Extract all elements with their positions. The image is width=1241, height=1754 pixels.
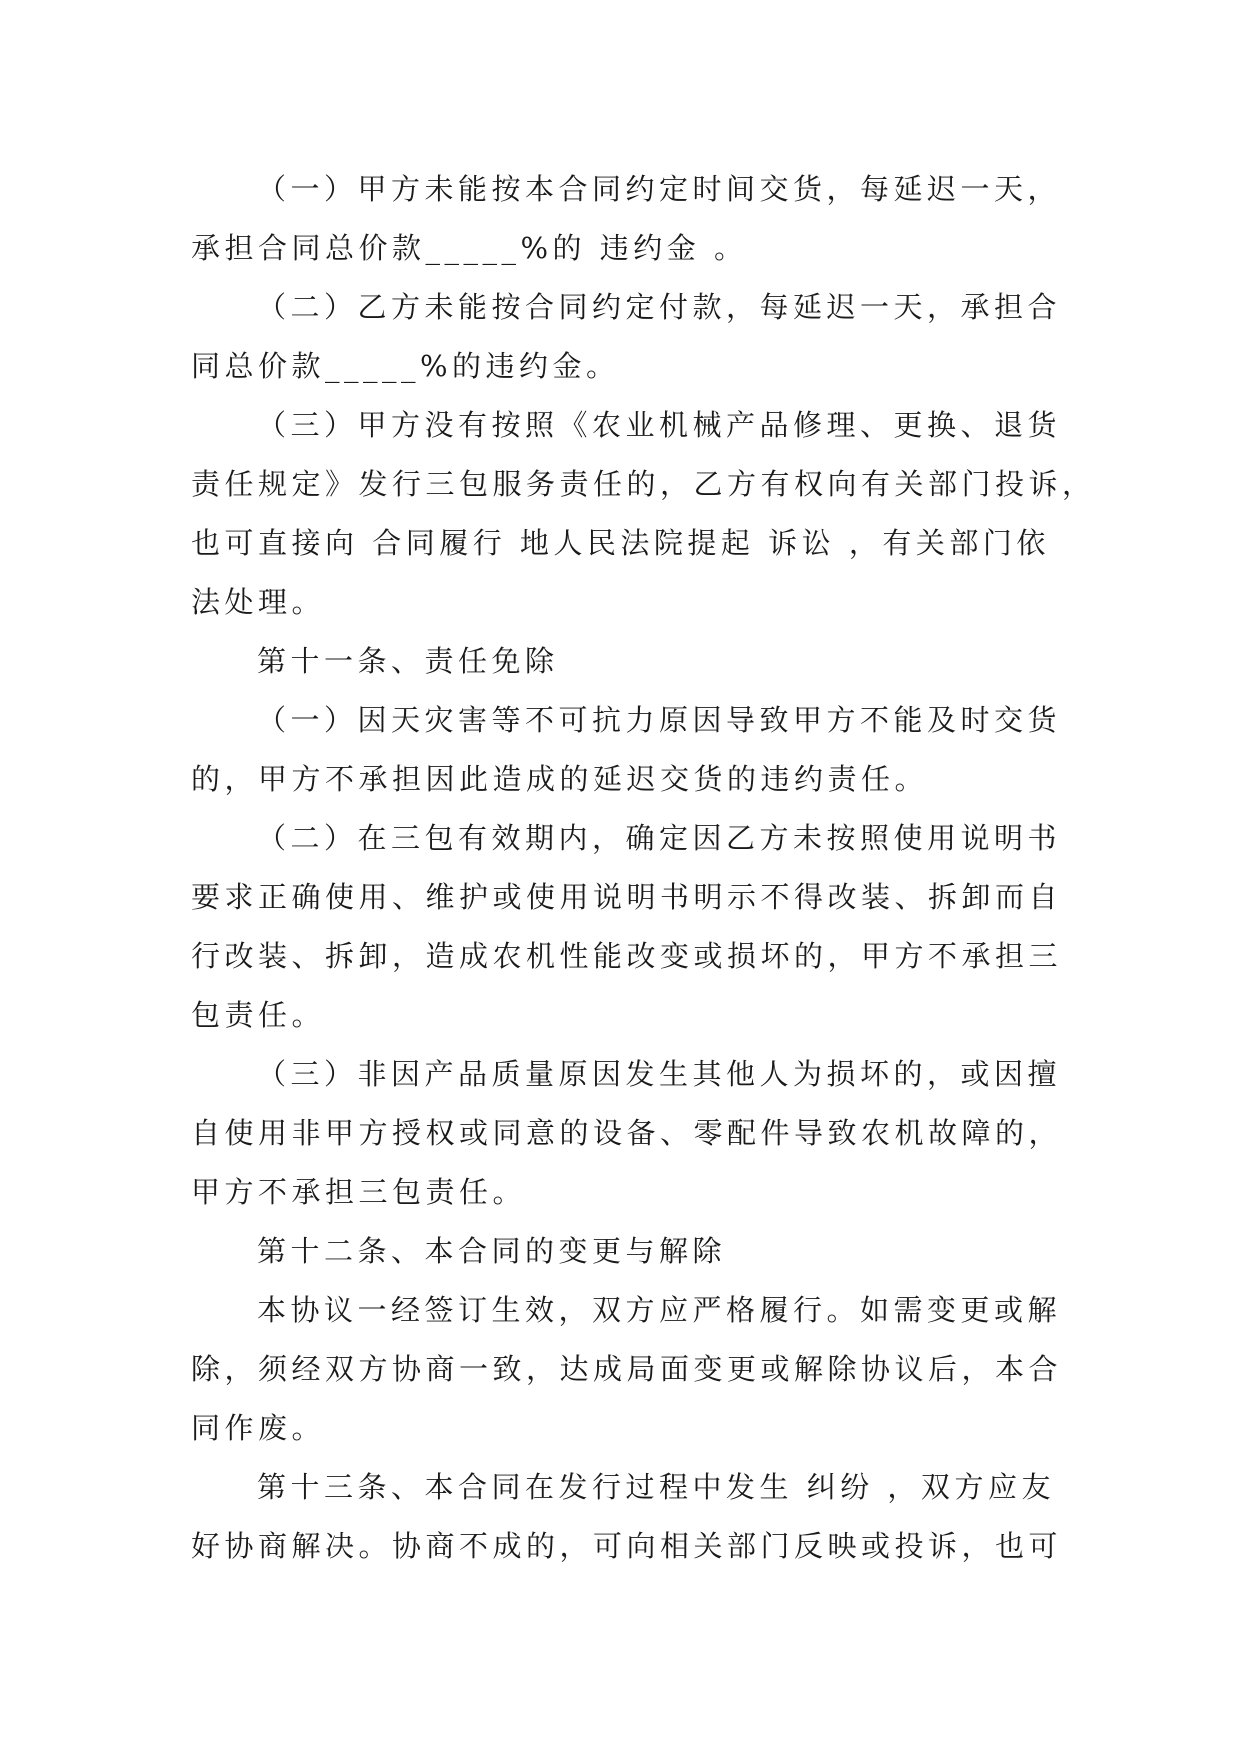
clause-10-item-3-line-4: 法处理。: [191, 585, 326, 619]
clause-10-item-2-line-2: 同总价款_____%的违约金。: [191, 349, 620, 383]
clause-10-item-1-line-1: （一）甲方未能按本合同约定时间交货，每延迟一天，: [257, 172, 1062, 206]
clause-11-item-1-line-1: （一）因天灾害等不可抗力原因导致甲方不能及时交货: [257, 703, 1062, 737]
clause-10-item-3-line-3: 也可直接向 合同履行 地人民法院提起 诉讼 ，有关部门依: [191, 526, 1050, 560]
contract-text: [191, 160, 1096, 1576]
clause-11-item-2-line-2: 要求正确使用、维护或使用说明书明示不得改装、拆卸而自: [191, 880, 1063, 914]
clause-11-heading: 第十一条、责任免除: [257, 644, 559, 678]
clause-10-item-3-line-1: （三）甲方没有按照《农业机械产品修理、更换、退货: [257, 408, 1062, 442]
clause-11-item-2-line-1: （二）在三包有效期内，确定因乙方未按照使用说明书: [257, 821, 1062, 855]
clause-11-item-2-line-3: 行改装、拆卸，造成农机性能改变或损坏的，甲方不承担三: [191, 939, 1063, 973]
clause-11-item-3-line-3: 甲方不承担三包责任。: [191, 1175, 527, 1209]
clause-10-item-2-line-1: （二）乙方未能按合同约定付款，每延迟一天，承担合: [257, 290, 1062, 324]
clause-11-item-2-line-4: 包责任。: [191, 998, 326, 1032]
clause-10-item-1-line-2: 承担合同总价款_____%的 违约金 。: [191, 231, 748, 265]
clause-12-heading: 第十二条、本合同的变更与解除: [257, 1234, 727, 1268]
clause-13-line-1: 第十三条、本合同在发行过程中发生 纠纷 ，双方应友: [257, 1470, 1055, 1504]
clause-11-item-3-line-1: （三）非因产品质量原因发生其他人为损坏的，或因擅: [257, 1057, 1062, 1091]
clause-13-line-2: 好协商解决。协商不成的，可向相关部门反映或投诉，也可: [191, 1529, 1063, 1563]
clause-12-body-line-1: 本协议一经签订生效，双方应严格履行。如需变更或解: [257, 1293, 1062, 1327]
clause-10-item-3-line-2: 责任规定》发行三包服务责任的，乙方有权向有关部门投诉，: [191, 467, 1096, 501]
clause-12-body-line-3: 同作废。: [191, 1411, 326, 1445]
clause-11-item-3-line-2: 自使用非甲方授权或同意的设备、零配件导致农机故障的，: [191, 1116, 1063, 1150]
clause-12-body-line-2: 除，须经双方协商一致，达成局面变更或解除协议后，本合: [191, 1352, 1063, 1386]
clause-11-item-1-line-2: 的，甲方不承担因此造成的延迟交货的违约责任。: [191, 762, 929, 796]
